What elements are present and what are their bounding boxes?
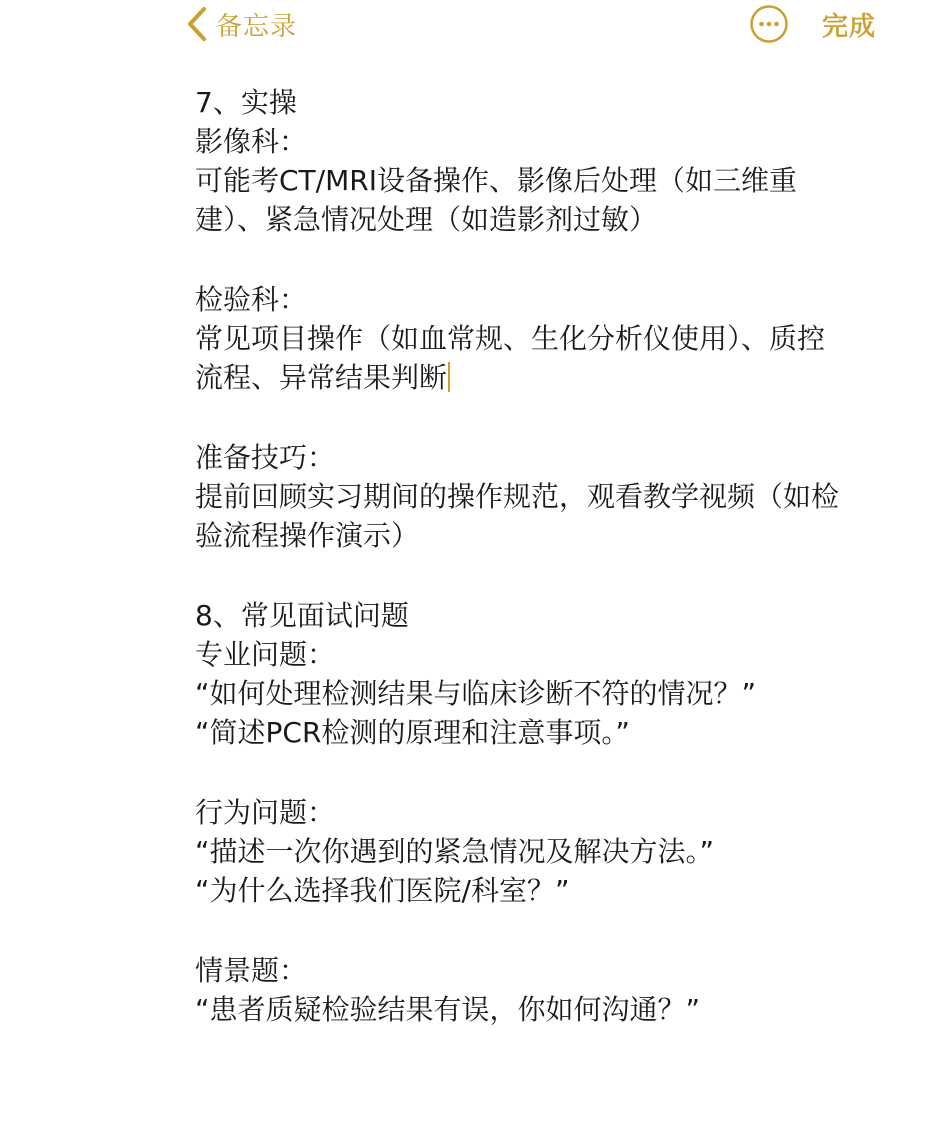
question-line: “患者质疑检验结果有误，你如何沟通？” bbox=[195, 993, 701, 1026]
back-button[interactable] bbox=[186, 2, 297, 46]
back-label: 备忘录 bbox=[216, 11, 298, 42]
note-text: 流程、异常结果判断 bbox=[195, 361, 448, 394]
question-line: “描述一次你遇到的紧急情况及解决方法。” bbox=[195, 835, 715, 868]
subsection-title: 专业问题： bbox=[195, 638, 336, 671]
section-heading: 8、常见面试问题 bbox=[195, 599, 409, 632]
done-button[interactable]: 完成 bbox=[822, 12, 877, 42]
question-line: “如何处理检测结果与临床诊断不符的情况？” bbox=[195, 677, 757, 710]
navigation-bar bbox=[0, 0, 928, 50]
subsection-title: 检验科： bbox=[195, 283, 308, 316]
text-cursor bbox=[448, 362, 450, 392]
subsection-title: 准备技巧： bbox=[195, 441, 336, 474]
blank-line bbox=[195, 555, 895, 596]
note-body[interactable] bbox=[195, 83, 895, 1029]
note-text-line: 可能考CT/MRI设备操作、影像后处理（如三维重 bbox=[195, 164, 797, 197]
blank-line bbox=[195, 397, 895, 438]
subsection-title: 情景题： bbox=[195, 954, 308, 987]
note-text-line: 提前回顾实习期间的操作规范，观看教学视频（如检 bbox=[195, 480, 840, 513]
question-line: “为什么选择我们医院/科室？” bbox=[195, 874, 570, 907]
chevron-left-icon bbox=[186, 6, 208, 42]
blank-line bbox=[195, 239, 895, 280]
blank-line bbox=[195, 752, 895, 793]
subsection-title: 行为问题： bbox=[195, 796, 336, 829]
note-text-line: 常见项目操作（如血常规、生化分析仪使用）、质控 bbox=[195, 322, 826, 355]
blank-line bbox=[195, 910, 895, 951]
ellipsis-circle-icon bbox=[749, 4, 789, 44]
section-heading: 7、实操 bbox=[195, 86, 297, 119]
note-text-line: 建）、紧急情况处理（如造影剂过敏） bbox=[195, 203, 658, 236]
note-text-line: 验流程操作演示） bbox=[195, 519, 420, 552]
note-text-line-with-cursor bbox=[195, 358, 895, 397]
subsection-title: 影像科： bbox=[195, 125, 308, 158]
more-button[interactable] bbox=[749, 4, 789, 44]
question-line: “简述PCR检测的原理和注意事项。” bbox=[195, 716, 630, 749]
